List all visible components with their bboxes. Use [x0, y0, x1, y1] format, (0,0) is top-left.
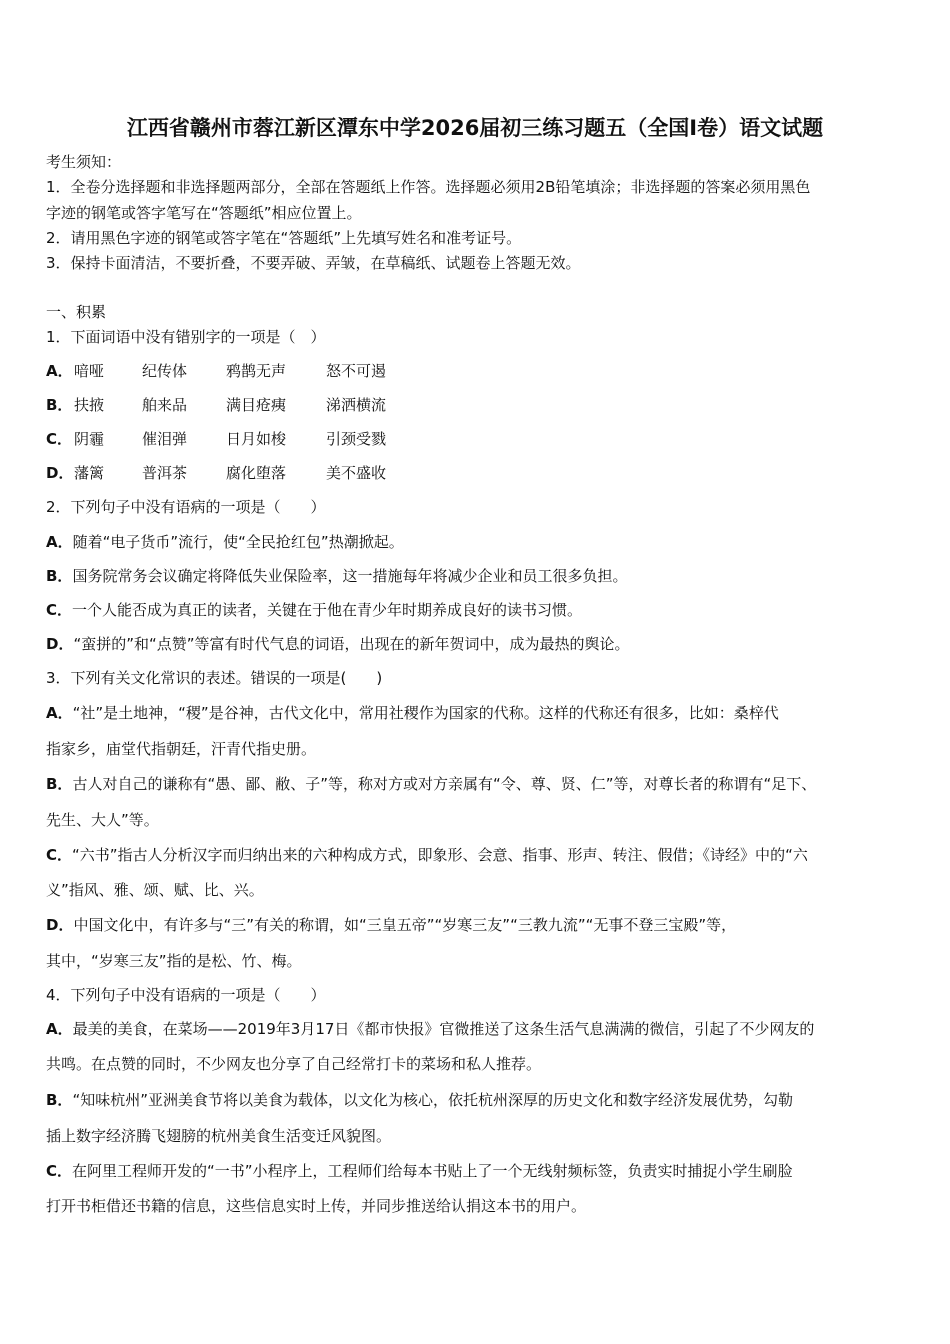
q3-option-b[interactable]	[46, 774, 816, 794]
option-label: A．	[46, 1020, 73, 1038]
option-text: 中国文化中，有许多与“三”有关的称谓，如“三皇五帝”“岁寒三友”“三教九流”“无事不登三宝殿”等，	[73, 916, 737, 934]
q2-option-a[interactable]	[46, 532, 404, 552]
question-2-stem: 2．下列句子中没有语病的一项是（ ）	[46, 498, 326, 516]
option-word: 涕洒横流	[326, 396, 387, 414]
q4-option-c-cont: 打开书柜借还书籍的信息，这些信息实时上传，并同步推送给认捐这本书的用户。	[46, 1197, 587, 1215]
option-word: 美不盛收	[326, 464, 387, 482]
q3-option-b-cont: 先生、大人”等。	[46, 811, 159, 829]
option-label: B．	[46, 775, 73, 793]
option-label: D．	[46, 464, 74, 482]
option-label: D．	[46, 635, 74, 653]
q2-option-d[interactable]	[46, 634, 630, 654]
option-text: 古人对自己的谦称有“愚、鄙、敝、子”等，称对方或对方亲属有“令、尊、贤、仁”等，对尊长者的称谓有“足下、	[72, 775, 817, 793]
option-label: C．	[46, 1162, 73, 1180]
q2-option-c[interactable]	[46, 600, 582, 620]
q4-option-c[interactable]	[46, 1161, 793, 1181]
q4-option-b-cont: 插上数字经济腾飞翅膀的杭州美食生活变迁风貌图。	[46, 1127, 392, 1145]
option-word: 引颈受戮	[326, 430, 387, 448]
q3-option-a-cont: 指家乡，庙堂代指朝廷，汗青代指史册。	[46, 740, 317, 758]
q4-option-b[interactable]	[46, 1090, 793, 1110]
q4-option-a[interactable]	[46, 1019, 814, 1039]
option-label: B．	[46, 396, 73, 414]
q4-option-a-cont: 共鸣。在点赞的同时，不少网友也分享了自己经常打卡的菜场和私人推荐。	[46, 1055, 542, 1073]
question-1-stem: 1．下面词语中没有错别字的一项是（ ）	[46, 328, 326, 346]
option-label: C．	[46, 846, 73, 864]
option-text: “六书”指古人分析汉字而归纳出来的六种构成方式，即象形、会意、指事、形声、转注、假借；《诗经》中的“六	[72, 846, 808, 864]
notice-item: 1．全卷分选择题和非选择题两部分，全部在答题纸上作答。选择题必须用2B铅笔填涂；非选择题的答案必须用黑色	[46, 178, 811, 196]
question-4-stem: 4．下列句子中没有语病的一项是（ ）	[46, 986, 326, 1004]
option-word: 满目疮痍	[226, 396, 287, 414]
option-text: 最美的美食，在菜场——2019年3月17日《都市快报》官微推送了这条生活气息满满的微信，引起了不少网友的	[72, 1020, 815, 1038]
q2-option-b[interactable]	[46, 566, 627, 586]
option-label: D．	[46, 916, 74, 934]
option-label: C．	[46, 430, 73, 448]
notice-item: 字迹的钢笔或答字笔写在“答题纸”相应位置上。	[46, 204, 362, 222]
q3-option-d[interactable]	[46, 915, 736, 935]
page-title: 江西省赣州市蓉江新区潭东中学2026届初三练习题五（全国Ⅰ卷）语文试题	[126, 116, 824, 140]
option-text: 随着“电子货币”流行，使“全民抢红包”热潮掀起。	[72, 533, 404, 551]
option-label: B．	[46, 1091, 73, 1109]
option-word: 日月如梭	[226, 430, 287, 448]
option-word: 腐化堕落	[226, 464, 287, 482]
option-word: 普洱茶	[142, 464, 188, 482]
notice-item: 2．请用黑色字迹的钢笔或答字笔在“答题纸”上先填写姓名和准考证号。	[46, 229, 522, 247]
option-label: A．	[46, 362, 73, 380]
option-text: 在阿里工程师开发的“一书”小程序上，工程师们给每本书贴上了一个无线射频标签，负责实时捕捉小学生刷脸	[72, 1162, 793, 1180]
option-text: 国务院常务会议确定将降低失业保险率，这一措施每年将减少企业和员工很多负担。	[72, 567, 628, 585]
notice-item: 3．保持卡面清洁，不要折叠，不要弄破、弄皱，在草稿纸、试题卷上答题无效。	[46, 254, 581, 272]
option-word: 阴霾	[74, 430, 105, 448]
section-heading: 一、积累	[46, 303, 107, 321]
q3-option-c[interactable]	[46, 845, 808, 865]
option-word: 舶来品	[142, 396, 188, 414]
option-label: B．	[46, 567, 73, 585]
option-word: 催泪弹	[142, 430, 188, 448]
q3-option-a[interactable]	[46, 703, 779, 723]
option-word: 鸦鹊无声	[226, 362, 287, 380]
option-label: A．	[46, 533, 73, 551]
q3-option-c-cont: 义”指风、雅、颂、赋、比、兴。	[46, 881, 264, 899]
option-label: A．	[46, 704, 73, 722]
option-word: 藩篱	[74, 464, 105, 482]
notice-heading: 考生须知：	[46, 153, 122, 171]
option-word: 怒不可遏	[326, 362, 387, 380]
option-word: 纪传体	[142, 362, 188, 380]
option-word: 喑哑	[74, 362, 105, 380]
option-text: “知味杭州”亚洲美食节将以美食为载体，以文化为核心，依托杭州深厚的历史文化和数字经济发展优势，勾勒	[72, 1091, 793, 1109]
option-label: C．	[46, 601, 73, 619]
option-text: 一个人能否成为真正的读者，关键在于他在青少年时期养成良好的读书习惯。	[72, 601, 583, 619]
question-3-stem: 3．下列有关文化常识的表述。错误的一项是( )	[46, 669, 383, 687]
q3-option-d-cont: 其中，“岁寒三友”指的是松、竹、梅。	[46, 952, 302, 970]
option-word: 扶掖	[74, 396, 105, 414]
option-text: “社”是土地神，“稷”是谷神，古代文化中，常用社稷作为国家的代称。这样的代称还有很多，比如：桑梓代	[72, 704, 779, 722]
option-text: “蛮拼的”和“点赞”等富有时代气息的词语，出现在的新年贺词中，成为最热的舆论。	[73, 635, 630, 653]
